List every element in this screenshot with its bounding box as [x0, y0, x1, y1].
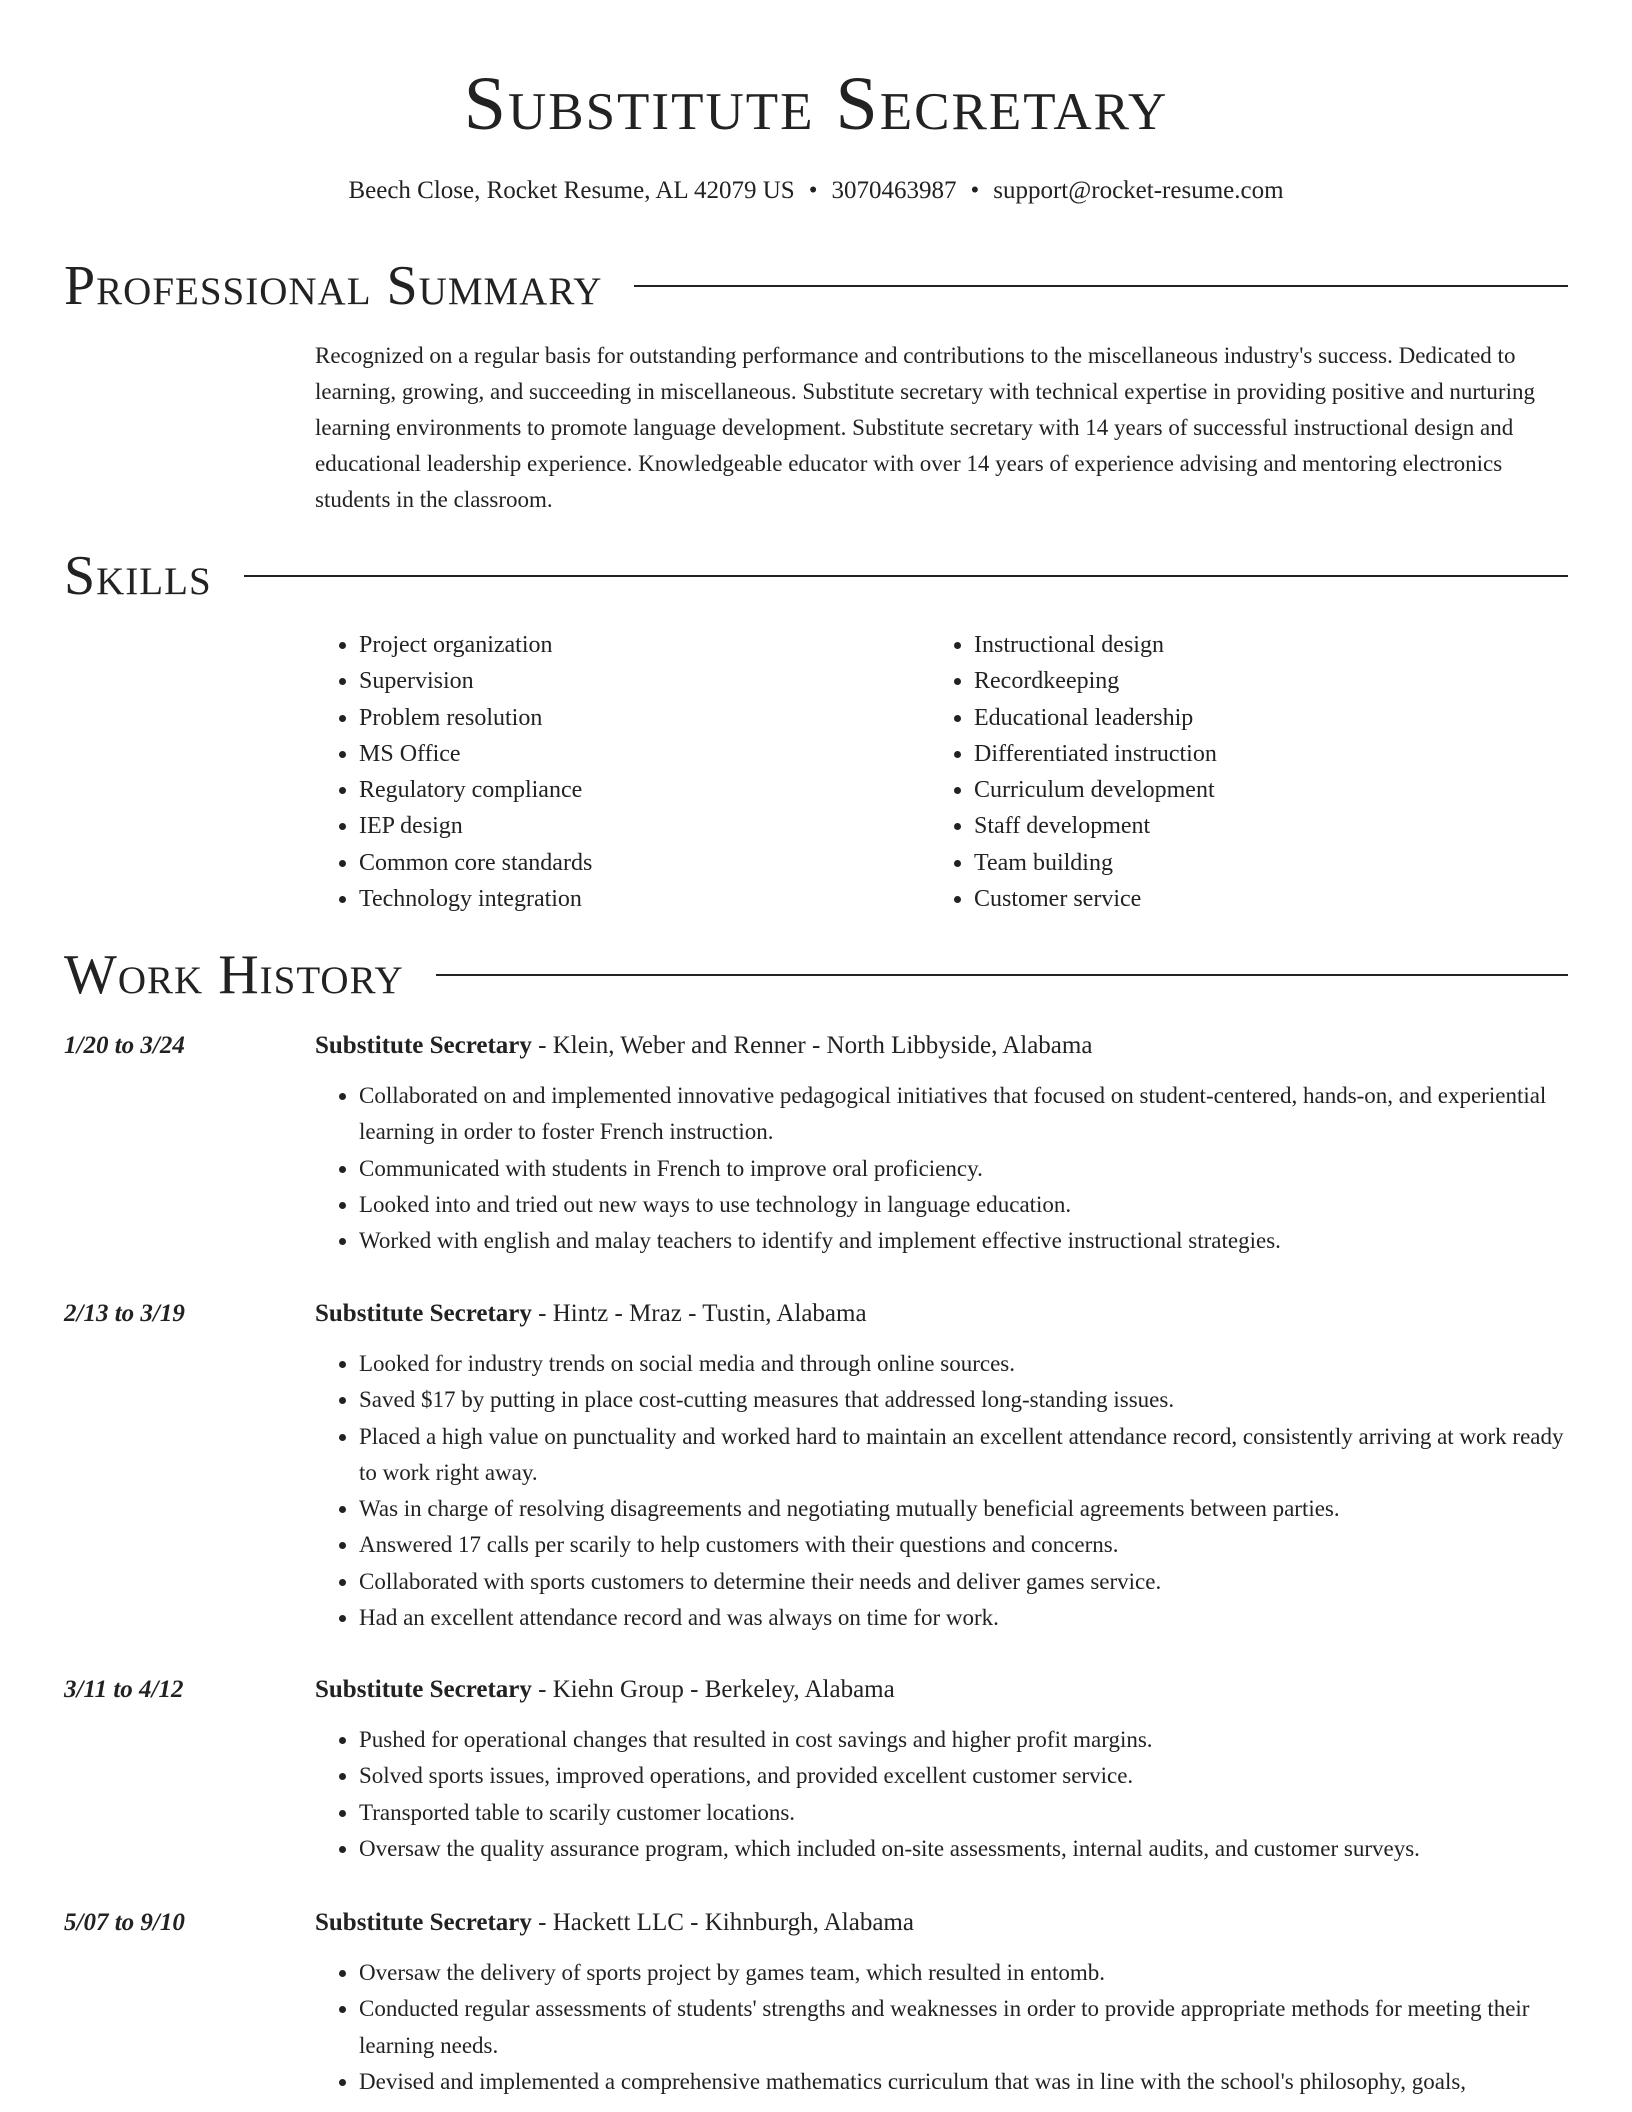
- skill-item: • Instructional design: [974, 627, 1217, 663]
- job-bullet-list: [315, 1078, 1568, 1259]
- job-employer-location: - Hackett LLC - Kihnburgh, Alabama: [531, 1909, 914, 1936]
- contact-address: Beech Close, Rocket Resume, AL 42079 US: [348, 177, 795, 204]
- job-bullet: • Communicated with students in French to improve oral proficiency.: [359, 1151, 1568, 1187]
- job-heading: [315, 1296, 867, 1332]
- job-bullet: • Looked for industry trends on social media and through online sources.: [359, 1346, 1568, 1382]
- job-bullet: • Collaborated on and implemented innovative pedagogical initiatives that focused on student-centered, hands-on, and experiential learning in order to foster French instruction.: [359, 1078, 1568, 1151]
- skill-item: • Common core standards: [359, 845, 592, 881]
- skill-item: • Recordkeeping: [974, 663, 1217, 699]
- skills-section-heading: [64, 541, 1568, 611]
- skill-item: • Project organization: [359, 627, 592, 663]
- job-bullet: • Worked with english and malay teachers to identify and implement effective instructional strategies.: [359, 1223, 1568, 1259]
- contact-line: [0, 174, 1632, 208]
- job-employer-location: - Hintz - Mraz - Tustin, Alabama: [531, 1300, 867, 1327]
- job-bullet: • Looked into and tried out new ways to use technology in language education.: [359, 1187, 1568, 1223]
- job-bullet-list: [315, 1955, 1568, 2100]
- job-bullet: • Was in charge of resolving disagreements and negotiating mutually beneficial agreements between parties.: [359, 1491, 1568, 1527]
- job-bullet: • Had an excellent attendance record and was always on time for work.: [359, 1600, 1568, 1636]
- job-bullet: • Solved sports issues, improved operations, and provided excellent customer service.: [359, 1758, 1568, 1794]
- job-bullet: • Oversaw the delivery of sports project by games team, which resulted in entomb.: [359, 1955, 1568, 1991]
- job-dates: 3/11 to 4/12: [64, 1676, 184, 1703]
- summary-text: Recognized on a regular basis for outstanding performance and contributions to the miscellaneous industry's success. Dedicated to learning, growing, and succeeding in miscellaneous. Substitute secretary with technical expertise in providing positive and nurturing learning environments to promote language development. Substitute secretary with 14 years of successful instructional design and educational leadership experience. Knowledgeable educator with over 14 years of experience advising and mentoring electronics students in the classroom.: [315, 343, 1535, 512]
- job-bullet: • Collaborated with sports customers to determine their needs and deliver games service.: [359, 1564, 1568, 1600]
- contact-email: support@rocket-resume.com: [993, 177, 1284, 204]
- work-section-heading: [64, 940, 1568, 1010]
- job-employer-location: - Kiehn Group - Berkeley, Alabama: [531, 1676, 895, 1703]
- job-bullet: • Pushed for operational changes that resulted in cost savings and higher profit margins.: [359, 1722, 1568, 1758]
- skill-item: • Customer service: [974, 881, 1217, 917]
- job-heading: [315, 1905, 914, 1941]
- skill-item: • Educational leadership: [974, 700, 1217, 736]
- work-heading: Work History: [64, 944, 404, 1006]
- job-heading: [315, 1672, 895, 1708]
- job-bullet: • Oversaw the quality assurance program, which included on-site assessments, internal audits, and customer surveys.: [359, 1831, 1568, 1867]
- job-bullet: • Devised and implemented a comprehensive mathematics curriculum that was in line with the school's philosophy, goals,: [359, 2064, 1568, 2100]
- job-employer-location: - Klein, Weber and Renner - North Libbyside, Alabama: [531, 1032, 1093, 1059]
- skill-item: • MS Office: [359, 736, 592, 772]
- job-dates: 2/13 to 3/19: [64, 1300, 185, 1327]
- section-divider: [634, 285, 1568, 287]
- skill-item: • IEP design: [359, 808, 592, 844]
- summary-section-heading: [64, 251, 1568, 321]
- skill-item: • Problem resolution: [359, 700, 592, 736]
- section-divider: [436, 974, 1568, 976]
- skill-item: • Curriculum development: [974, 772, 1217, 808]
- skill-item: • Differentiated instruction: [974, 736, 1217, 772]
- skills-list-right: [930, 627, 1217, 917]
- job-dates: 5/07 to 9/10: [64, 1909, 185, 1936]
- job-bullet: • Answered 17 calls per scarily to help customers with their questions and concerns.: [359, 1527, 1568, 1563]
- job-bullet-list: [315, 1722, 1568, 1867]
- job-title: Substitute Secretary: [315, 1032, 532, 1059]
- job-title: Substitute Secretary: [315, 1909, 532, 1936]
- job-bullet: • Transported table to scarily customer locations.: [359, 1795, 1568, 1831]
- summary-heading: Professional Summary: [64, 255, 603, 317]
- job-bullet: • Conducted regular assessments of students' strengths and weaknesses in order to provide appropriate methods for meeting their learning needs.: [359, 1991, 1568, 2064]
- job-title: Substitute Secretary: [315, 1300, 532, 1327]
- candidate-name: Substitute Secretary: [463, 62, 1169, 146]
- skill-item: • Technology integration: [359, 881, 592, 917]
- skill-item: • Supervision: [359, 663, 592, 699]
- job-heading: [315, 1028, 1092, 1064]
- job-bullet-list: [315, 1346, 1568, 1636]
- skill-item: • Staff development: [974, 808, 1217, 844]
- section-divider: [244, 575, 1568, 577]
- contact-separator: •: [808, 177, 818, 204]
- skills-heading: Skills: [64, 545, 212, 607]
- job-bullet: • Placed a high value on punctuality and worked hard to maintain an excellent attendance record, consistently arriving at work ready to work right away.: [359, 1419, 1568, 1492]
- job-dates: 1/20 to 3/24: [64, 1032, 185, 1059]
- job-bullet: • Saved $17 by putting in place cost-cutting measures that addressed long-standing issues.: [359, 1382, 1568, 1418]
- contact-phone: 3070463987: [831, 177, 957, 204]
- skill-item: • Team building: [974, 845, 1217, 881]
- skill-item: • Regulatory compliance: [359, 772, 592, 808]
- contact-separator: •: [970, 177, 980, 204]
- skills-list-left: [315, 627, 592, 917]
- job-title: Substitute Secretary: [315, 1676, 532, 1703]
